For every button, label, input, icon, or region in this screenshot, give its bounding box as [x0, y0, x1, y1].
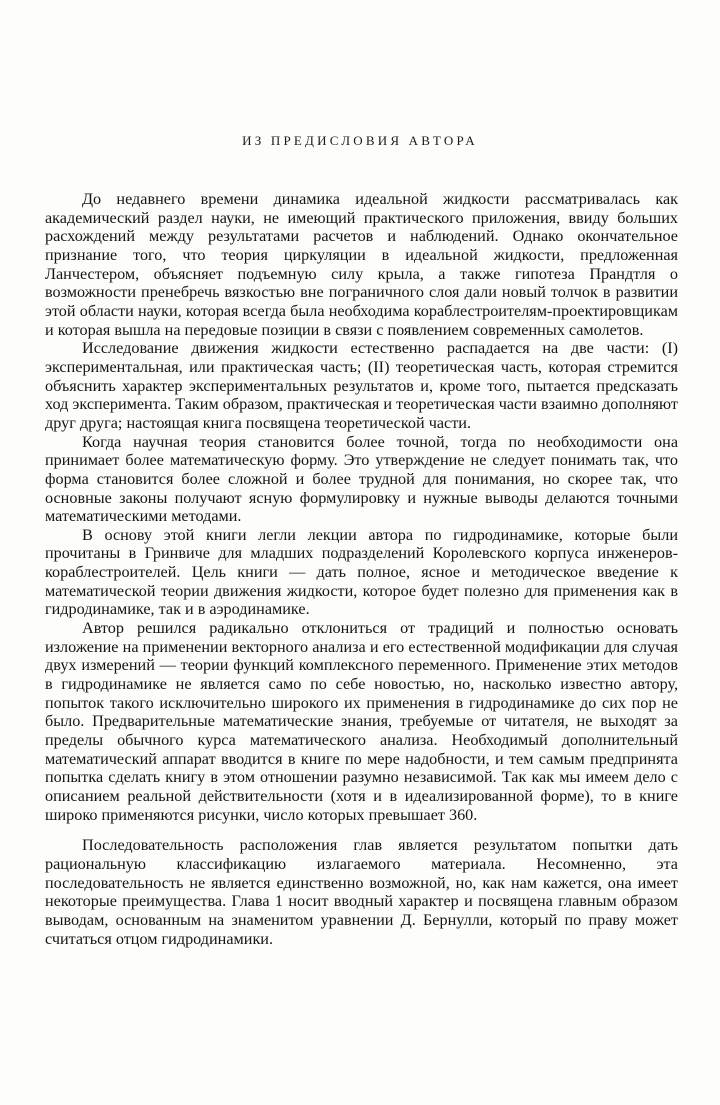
paragraph-book-basis: В основу этой книги легли лекции автора по гидродинамике, которые были прочитаны в Гринвиче для младших подразделений Королевского корпуса инженеров-кораблестроителей. Цель книги — дать полное, ясное и методическое введение к математической теории движения жидкости, которое будет полезно для применения как в гидродинамике, так и в аэродинамике.	[45, 525, 678, 619]
paragraph-scientific-theory: Когда научная теория становится более точной, тогда по необходимости она принимает более математическую форму. Это утверждение не следует понимать так, что форма становится более сложной и более трудной для понимания, но скорее так, что основные законы получают ясную формулировку и нужные выводы делаются точными математическими методами.	[45, 432, 678, 526]
paragraph-intro: До недавнего времени динамика идеальной жидкости рассматривалась как академический раздел науки, не имеющий практического приложения, ввиду больших расхождений между результатами расчетов и наблюдений. Однако окончательное признание того, что теория циркуляции в идеальной жидкости, предложенная Ланчестером, объясняет подъемную силу крыла, а также гипотеза Прандтля о возможности пренебречь вязкостью вне пограничного слоя дали новый толчок в развитии этой области науки, которая всегда была необходима кораблестроителям-проектировщикам и которая вышла на передовые позиции в связи с появлением современных самолетов.	[45, 190, 678, 339]
paragraph-chapter-order: Последовательность расположения глав является результатом попытки дать рациональную классификацию излагаемого материала. Несомненно, эта последовательность не является единственно возможной, но, как нам кажется, она имеет некоторые преимущества. Глава 1 носит вводный характер и посвящена главным образом выводам, основанным на знаменитом уравнении Д. Бернулли, который по праву может считаться отцом гидродинамики.	[45, 836, 678, 948]
section-heading: ИЗ ПРЕДИСЛОВИЯ АВТОРА	[242, 133, 478, 148]
paragraph-vector-analysis: Автор решился радикально отклониться от традиций и полностью основать изложение на применении векторного анализа и его естественной модификации для случая двух измерений — теории функций комплексного переменного. Применение этих методов в гидродинамике не является само по себе новостью, но, насколько известно автору, попыток такого исключительно широкого их применения в гидродинамике до сих пор не было. Предварительные математические знания, требуемые от читателя, не выходят за пределы обычного курса математического анализа. Необходимый дополнительный математический аппарат вводится в книге по мере надобности, и тем самым предпринята попытка сделать книгу в этом отношении разумно независимой. Так как мы имеем дело с описанием реальной действительности (хотя и в идеализированной форме), то в книге широко применяются рисунки, число которых превышает 360.	[45, 619, 678, 824]
paragraph-research-parts: Исследование движения жидкости естественно распадается на две части: (I) экспериментальная, или практическая часть; (II) теоретическая часть, которая стремится объяснить характер экспериментальных результатов и, кроме того, пытается предсказать ход эксперимента. Таким образом, практическая и теоретическая части взаимно дополняют друг друга; настоящая книга посвящена теоретической части.	[45, 339, 678, 432]
preface-text	[45, 190, 678, 948]
